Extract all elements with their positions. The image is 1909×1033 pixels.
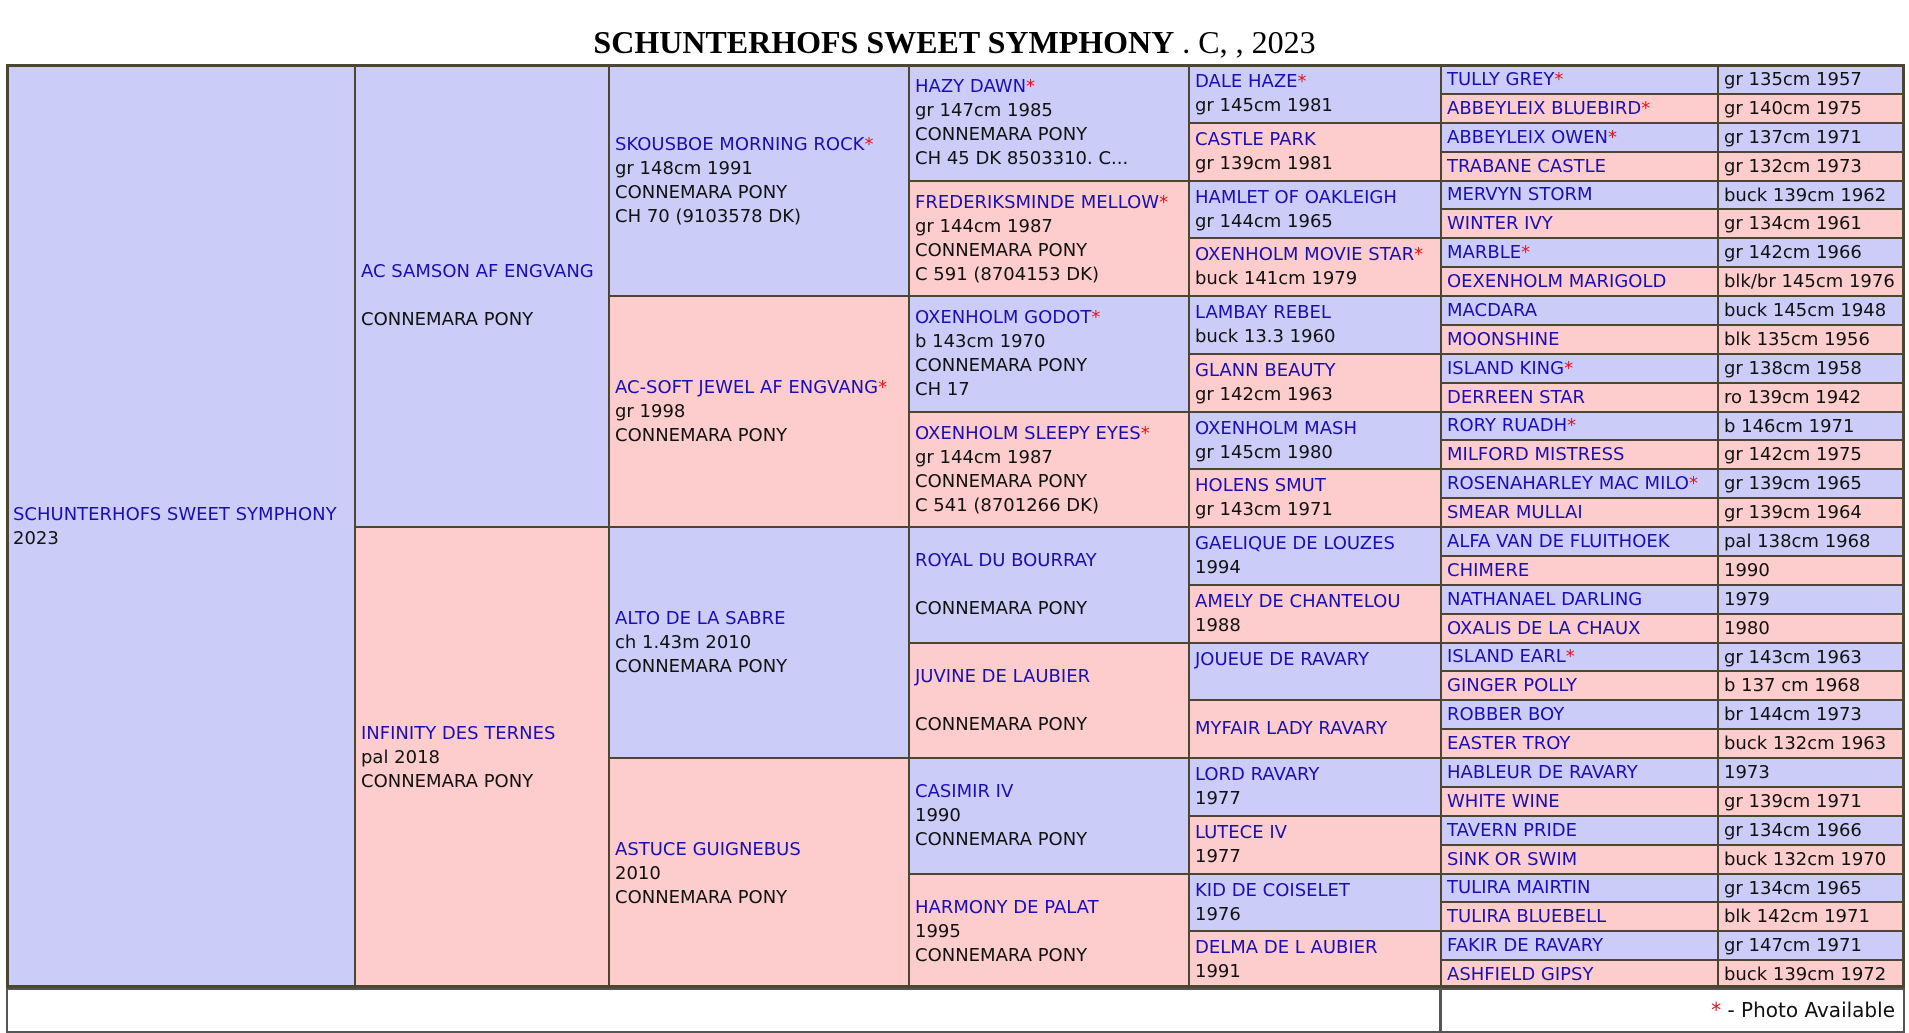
pedigree-cell bbox=[1440, 208, 1719, 239]
pedigree-cell bbox=[354, 526, 610, 990]
horse-detail: gr 143cm 1971 bbox=[1195, 499, 1333, 520]
horse-name-link[interactable]: CHIMERE bbox=[1447, 559, 1530, 581]
horse-info: gr 137cm 1971 bbox=[1717, 122, 1905, 153]
horse-info: ro 139cm 1942 bbox=[1717, 382, 1905, 413]
horse-detail: CH 70 (9103578 DK) bbox=[615, 205, 802, 227]
horse-name-link[interactable]: MACDARA bbox=[1447, 299, 1538, 321]
horse-name-link[interactable]: ALFA VAN DE FLUITHOEK bbox=[1447, 530, 1670, 552]
horse-name-link[interactable]: CASIMIR IV bbox=[915, 781, 1014, 802]
horse-name-link[interactable]: MOONSHINE bbox=[1447, 328, 1560, 350]
pedigree-cell bbox=[908, 873, 1190, 990]
pedigree-cell bbox=[1188, 526, 1442, 586]
horse-name-line bbox=[1195, 590, 1435, 614]
pedigree-cell bbox=[608, 64, 910, 297]
horse-name-link[interactable]: HABLEUR DE RAVARY bbox=[1447, 761, 1638, 783]
horse-name-line bbox=[1447, 329, 1712, 351]
horse-name-line bbox=[361, 722, 603, 746]
horse-info: buck 139cm 1972 bbox=[1717, 959, 1905, 990]
horse-info: gr 147cm 1971 bbox=[1717, 930, 1905, 961]
pedigree-cell bbox=[908, 64, 1190, 182]
photo-star[interactable]: * bbox=[1159, 191, 1169, 213]
photo-star[interactable]: * bbox=[1565, 646, 1575, 667]
pedigree-cell bbox=[1188, 757, 1442, 817]
horse-name-link[interactable]: OXALIS DE LA CHAUX bbox=[1447, 617, 1641, 639]
horse-name-link[interactable]: ASTUCE GUIGNEBUS bbox=[615, 838, 801, 860]
horse-name-line bbox=[1447, 156, 1712, 178]
horse-name-link[interactable]: HAZY DAWN bbox=[915, 76, 1027, 97]
horse-name-link[interactable]: LORD RAVARY bbox=[1195, 764, 1320, 785]
horse-name-line bbox=[1447, 531, 1712, 553]
horse-info: gr 142cm 1975 bbox=[1717, 439, 1905, 470]
pedigree-cell bbox=[1188, 873, 1442, 932]
pedigree-cell bbox=[1440, 844, 1719, 875]
horse-detail: 1995 bbox=[915, 920, 961, 942]
horse-detail: CH 17 bbox=[915, 379, 970, 400]
horse-name-link[interactable]: ALTO DE LA SABRE bbox=[615, 607, 786, 629]
horse-detail: CH 45 DK 8503310. C... bbox=[915, 148, 1129, 169]
horse-detail: CONNEMARA PONY bbox=[915, 470, 1088, 492]
photo-star[interactable]: * bbox=[878, 376, 888, 398]
horse-name-link[interactable]: FREDERIKSMINDE MELLOW bbox=[915, 191, 1160, 213]
horse-info: gr 139cm 1964 bbox=[1717, 497, 1905, 528]
pedigree-cell bbox=[1440, 815, 1719, 846]
horse-name-link[interactable]: GINGER POLLY bbox=[1447, 674, 1577, 696]
horse-name-line bbox=[1447, 184, 1712, 206]
horse-detail: 2023 bbox=[13, 528, 59, 549]
horse-name-line bbox=[1447, 444, 1712, 466]
photo-legend bbox=[1440, 988, 1905, 1033]
horse-name-link[interactable]: INFINITY DES TERNES bbox=[361, 723, 556, 744]
photo-star[interactable]: * bbox=[864, 133, 874, 155]
horse-info: gr 139cm 1965 bbox=[1717, 468, 1905, 499]
pedigree-cell bbox=[1188, 411, 1442, 470]
photo-star[interactable]: * bbox=[1641, 97, 1651, 119]
horse-name-link[interactable]: ROYAL DU BOURRAY bbox=[915, 550, 1097, 571]
pedigree-cell bbox=[1440, 411, 1719, 441]
horse-detail: 1977 bbox=[1195, 788, 1241, 809]
horse-name-link[interactable]: GAELIQUE DE LOUZES bbox=[1195, 533, 1395, 554]
horse-name-line bbox=[615, 133, 903, 157]
horse-name-link[interactable]: ROSENAHARLEY MAC MILO bbox=[1447, 472, 1689, 494]
pedigree-cell bbox=[1440, 670, 1719, 701]
pedigree-cell bbox=[1440, 122, 1719, 153]
horse-name-line bbox=[1447, 213, 1712, 235]
pedigree-cell bbox=[1188, 584, 1442, 644]
horse-name-line bbox=[1447, 935, 1712, 957]
pedigree-cell bbox=[1188, 295, 1442, 355]
pedigree-cell bbox=[608, 526, 910, 759]
horse-detail: 1976 bbox=[1195, 903, 1241, 925]
horse-name-line bbox=[361, 260, 603, 284]
horse-name-line bbox=[1195, 821, 1435, 845]
horse-name-line bbox=[1195, 243, 1435, 267]
horse-detail: gr 148cm 1991 bbox=[615, 157, 753, 179]
horse-name-line bbox=[1447, 127, 1712, 149]
horse-detail bbox=[361, 284, 603, 308]
horse-name-link[interactable]: OXENHOLM GODOT bbox=[915, 307, 1092, 328]
pedigree-cell bbox=[1188, 122, 1442, 182]
horse-detail: CONNEMARA PONY bbox=[915, 944, 1088, 966]
horse-name-link[interactable]: HOLENS SMUT bbox=[1195, 475, 1326, 496]
pedigree-cell bbox=[1440, 353, 1719, 384]
pedigree-cell bbox=[1188, 468, 1442, 528]
pedigree-cell bbox=[1440, 901, 1719, 932]
pedigree-cell bbox=[1188, 930, 1442, 990]
horse-name-link[interactable]: AC SAMSON AF ENGVANG bbox=[361, 261, 594, 282]
horse-name-line bbox=[1447, 387, 1712, 409]
horse-detail: gr 142cm 1963 bbox=[1195, 384, 1333, 405]
horse-name-line bbox=[615, 607, 903, 631]
pedigree-cell bbox=[1188, 815, 1442, 875]
horse-detail: gr 144cm 1987 bbox=[915, 215, 1053, 237]
photo-star[interactable]: * bbox=[1026, 76, 1036, 97]
horse-detail: C 541 (8701266 DK) bbox=[915, 494, 1099, 516]
pedigree-cell bbox=[1440, 439, 1719, 470]
horse-name-link[interactable]: AC-SOFT JEWEL AF ENGVANG bbox=[615, 376, 879, 398]
horse-name-link[interactable]: KID DE COISELET bbox=[1195, 879, 1350, 901]
horse-info: buck 132cm 1963 bbox=[1717, 728, 1905, 759]
horse-detail: gr 144cm 1965 bbox=[1195, 210, 1333, 232]
horse-info: b 137 cm 1968 bbox=[1717, 670, 1905, 701]
horse-name-line bbox=[1447, 618, 1712, 640]
horse-detail: CONNEMARA PONY bbox=[915, 239, 1088, 261]
pedigree-cell bbox=[908, 295, 1190, 413]
horse-name-link[interactable]: ISLAND KING bbox=[1447, 357, 1565, 379]
horse-name-link[interactable]: TRABANE CASTLE bbox=[1447, 155, 1607, 177]
horse-info: gr 134cm 1961 bbox=[1717, 208, 1905, 239]
horse-name-line bbox=[1447, 820, 1712, 842]
horse-name-line bbox=[1447, 877, 1712, 899]
horse-name-link[interactable]: ABBEYLEIX OWEN bbox=[1447, 126, 1608, 148]
horse-name-link[interactable]: WHITE WINE bbox=[1447, 790, 1560, 812]
horse-detail: C 591 (8704153 DK) bbox=[915, 263, 1099, 285]
title-name: SCHUNTERHOFS SWEET SYMPHONY bbox=[593, 24, 1175, 60]
horse-info: blk 142cm 1971 bbox=[1717, 901, 1905, 932]
horse-name-line bbox=[915, 75, 1183, 99]
horse-name-line bbox=[1447, 906, 1712, 928]
horse-name-line bbox=[1447, 560, 1712, 582]
horse-name-link[interactable]: TULIRA BLUEBELL bbox=[1447, 905, 1607, 927]
horse-detail: CONNEMARA PONY bbox=[915, 124, 1088, 145]
horse-name-line bbox=[1447, 589, 1712, 611]
horse-detail: gr 144cm 1987 bbox=[915, 446, 1053, 468]
pedigree-cell bbox=[1440, 613, 1719, 644]
pedigree-cell bbox=[1440, 468, 1719, 499]
pedigree-cell bbox=[354, 64, 610, 528]
horse-detail: CONNEMARA PONY bbox=[615, 655, 788, 677]
horse-name-line bbox=[1447, 358, 1712, 380]
horse-name-line bbox=[1447, 242, 1712, 264]
pedigree-cell bbox=[1188, 699, 1442, 759]
horse-detail: 1994 bbox=[1195, 557, 1241, 578]
horse-name-link[interactable]: LUTECE IV bbox=[1195, 822, 1287, 843]
horse-name-line bbox=[1195, 879, 1435, 903]
pedigree-cell bbox=[1440, 526, 1719, 557]
pedigree-cell bbox=[1440, 151, 1719, 182]
horse-name-line bbox=[915, 665, 1183, 689]
horse-name-link[interactable]: CASTLE PARK bbox=[1195, 129, 1316, 150]
horse-name-line bbox=[1447, 675, 1712, 697]
horse-info: blk 135cm 1956 bbox=[1717, 324, 1905, 355]
pedigree-cell bbox=[1440, 237, 1719, 268]
horse-name-line bbox=[1195, 417, 1435, 441]
horse-name-line bbox=[13, 503, 349, 527]
horse-detail: CONNEMARA PONY bbox=[615, 424, 788, 446]
horse-name-line bbox=[1447, 69, 1712, 91]
horse-name-link[interactable]: RORY RUADH bbox=[1447, 415, 1568, 436]
horse-name-link[interactable]: ABBEYLEIX BLUEBIRD bbox=[1447, 97, 1642, 119]
horse-name-link[interactable]: MYFAIR LADY RAVARY bbox=[1195, 718, 1388, 739]
horse-name-line bbox=[915, 422, 1183, 446]
horse-name-line bbox=[1195, 70, 1435, 94]
horse-detail: gr 145cm 1981 bbox=[1195, 95, 1333, 116]
horse-name-line bbox=[1195, 763, 1435, 787]
horse-name-line bbox=[1447, 791, 1712, 813]
pedigree-cell bbox=[1440, 295, 1719, 326]
horse-detail: CONNEMARA PONY bbox=[361, 771, 534, 792]
photo-star[interactable]: * bbox=[1521, 241, 1531, 263]
title-details: . C, , 2023 bbox=[1182, 24, 1316, 60]
pedigree-cell bbox=[908, 642, 1190, 759]
pedigree-cell bbox=[1188, 353, 1442, 413]
pedigree-cell bbox=[1440, 959, 1719, 990]
horse-info: 1980 bbox=[1717, 613, 1905, 644]
horse-name-link[interactable]: ROBBER BOY bbox=[1447, 703, 1565, 725]
horse-name-link[interactable]: FAKIR DE RAVARY bbox=[1447, 934, 1604, 956]
pedigree-cell bbox=[908, 180, 1190, 297]
horse-name-link[interactable]: DERREEN STAR bbox=[1447, 386, 1586, 408]
pedigree-cell bbox=[908, 411, 1190, 528]
horse-name-line bbox=[915, 896, 1183, 920]
horse-name-line bbox=[1195, 128, 1435, 152]
horse-detail: CONNEMARA PONY bbox=[915, 713, 1088, 735]
horse-name-link[interactable]: OXENHOLM MASH bbox=[1195, 417, 1357, 439]
horse-detail: gr 139cm 1981 bbox=[1195, 153, 1333, 174]
horse-name-line bbox=[1195, 474, 1435, 498]
horse-name-link[interactable]: NATHANAEL DARLING bbox=[1447, 588, 1643, 610]
pedigree-cell bbox=[908, 757, 1190, 875]
horse-name-line bbox=[1447, 646, 1712, 668]
horse-detail: gr 1998 bbox=[615, 400, 686, 422]
pedigree-cell bbox=[1440, 64, 1719, 95]
photo-star[interactable]: * bbox=[1414, 244, 1424, 265]
horse-name-line bbox=[1447, 98, 1712, 120]
horse-info: 1979 bbox=[1717, 584, 1905, 615]
horse-name-line bbox=[1195, 648, 1435, 672]
horse-name-line bbox=[915, 780, 1183, 804]
horse-name-link[interactable]: DELMA DE L AUBIER bbox=[1195, 937, 1378, 958]
horse-name-line bbox=[1447, 849, 1712, 871]
horse-detail: buck 141cm 1979 bbox=[1195, 268, 1358, 289]
photo-star[interactable]: * bbox=[1297, 71, 1307, 92]
pedigree-cell bbox=[1440, 757, 1719, 788]
horse-name-line bbox=[615, 838, 903, 862]
horse-name-line bbox=[1195, 717, 1435, 741]
photo-star[interactable]: * bbox=[1688, 472, 1698, 494]
pedigree-cell bbox=[1188, 237, 1442, 297]
horse-info: gr 134cm 1966 bbox=[1717, 815, 1905, 846]
pedigree-cell bbox=[1440, 93, 1719, 124]
horse-detail: b 143cm 1970 bbox=[915, 331, 1046, 352]
horse-name-line bbox=[1447, 964, 1712, 986]
horse-name-link[interactable]: ISLAND EARL bbox=[1447, 646, 1566, 667]
pedigree-cell bbox=[1188, 180, 1442, 239]
horse-name-line bbox=[1447, 473, 1712, 495]
pedigree-cell bbox=[6, 64, 356, 990]
horse-name-line bbox=[1195, 936, 1435, 960]
horse-name-link[interactable]: DALE HAZE bbox=[1195, 71, 1298, 92]
horse-name-line bbox=[1447, 733, 1712, 755]
horse-info: 1990 bbox=[1717, 555, 1905, 586]
horse-name-link[interactable]: SINK OR SWIM bbox=[1447, 848, 1578, 870]
horse-detail: gr 147cm 1985 bbox=[915, 100, 1053, 121]
horse-info: blk/br 145cm 1976 bbox=[1717, 266, 1905, 297]
horse-detail: ch 1.43m 2010 bbox=[615, 631, 752, 653]
horse-detail: CONNEMARA PONY bbox=[915, 598, 1088, 619]
horse-detail: CONNEMARA PONY bbox=[915, 829, 1088, 850]
horse-name-line bbox=[1447, 300, 1712, 322]
horse-info: pal 138cm 1968 bbox=[1717, 526, 1905, 557]
horse-name-line bbox=[615, 376, 903, 400]
horse-name-link[interactable]: AMELY DE CHANTELOU bbox=[1195, 591, 1401, 612]
photo-star[interactable]: * bbox=[1140, 422, 1150, 444]
horse-info: gr 142cm 1966 bbox=[1717, 237, 1905, 268]
horse-name-link[interactable]: OXENHOLM SLEEPY EYES bbox=[915, 422, 1141, 444]
horse-name-link[interactable]: HAMLET OF OAKLEIGH bbox=[1195, 186, 1397, 208]
horse-detail: 1977 bbox=[1195, 846, 1241, 867]
horse-detail: 1988 bbox=[1195, 615, 1241, 636]
horse-info: gr 134cm 1965 bbox=[1717, 873, 1905, 903]
horse-info: 1973 bbox=[1717, 757, 1905, 788]
horse-detail: gr 145cm 1980 bbox=[1195, 441, 1333, 463]
pedigree-cell bbox=[1440, 382, 1719, 413]
horse-name-line bbox=[1195, 186, 1435, 210]
horse-detail: CONNEMARA PONY bbox=[615, 886, 788, 908]
pedigree-cell bbox=[1188, 642, 1442, 701]
pedigree-cell bbox=[1440, 584, 1719, 615]
horse-detail: buck 13.3 1960 bbox=[1195, 326, 1336, 347]
photo-star[interactable]: * bbox=[1091, 307, 1101, 328]
horse-name-link[interactable]: JUVINE DE LAUBIER bbox=[915, 665, 1091, 687]
horse-name-link[interactable]: ASHFIELD GIPSY bbox=[1447, 963, 1594, 985]
legend-star: * bbox=[1711, 998, 1722, 1022]
horse-name-link[interactable]: SCHUNTERHOFS SWEET SYMPHONY bbox=[13, 504, 337, 525]
horse-detail bbox=[915, 573, 1183, 597]
horse-detail: pal 2018 bbox=[361, 747, 440, 768]
horse-name-link[interactable]: JOUEUE DE RAVARY bbox=[1195, 648, 1370, 670]
horse-name-line bbox=[1447, 415, 1712, 437]
horse-name-line bbox=[1447, 502, 1712, 524]
horse-name-link[interactable]: OEXENHOLM MARIGOLD bbox=[1447, 270, 1667, 292]
horse-name-line bbox=[915, 191, 1183, 215]
horse-info: buck 139cm 1962 bbox=[1717, 180, 1905, 210]
horse-name-link[interactable]: MARBLE bbox=[1447, 241, 1522, 263]
horse-info: br 144cm 1973 bbox=[1717, 699, 1905, 730]
footer-blank bbox=[6, 988, 1441, 1033]
photo-star[interactable]: * bbox=[1567, 415, 1577, 436]
photo-star[interactable]: * bbox=[1564, 357, 1574, 379]
horse-info: gr 132cm 1973 bbox=[1717, 151, 1905, 182]
horse-name-link[interactable]: EASTER TROY bbox=[1447, 732, 1571, 754]
horse-name-line bbox=[1195, 359, 1435, 383]
horse-info: gr 135cm 1957 bbox=[1717, 64, 1905, 95]
horse-info: gr 140cm 1975 bbox=[1717, 93, 1905, 124]
horse-name-link[interactable]: LAMBAY REBEL bbox=[1195, 302, 1331, 323]
pedigree-cell bbox=[1440, 642, 1719, 672]
horse-info: gr 138cm 1958 bbox=[1717, 353, 1905, 384]
horse-name-link[interactable]: MERVYN STORM bbox=[1447, 184, 1593, 205]
pedigree-cell bbox=[1440, 497, 1719, 528]
pedigree-cell bbox=[1440, 555, 1719, 586]
horse-info: buck 145cm 1948 bbox=[1717, 295, 1905, 326]
horse-detail bbox=[915, 689, 1183, 713]
horse-name-line bbox=[1447, 271, 1712, 293]
horse-name-link[interactable]: SKOUSBOE MORNING ROCK bbox=[615, 133, 865, 155]
horse-name-line bbox=[915, 549, 1183, 573]
pedigree-cell bbox=[1188, 64, 1442, 124]
pedigree-cell bbox=[608, 295, 910, 528]
horse-name-link[interactable]: SMEAR MULLAI bbox=[1447, 501, 1583, 523]
pedigree-cell bbox=[1440, 786, 1719, 817]
horse-detail: CONNEMARA PONY bbox=[361, 309, 534, 330]
pedigree-cell bbox=[1440, 266, 1719, 297]
horse-name-link[interactable]: OXENHOLM MOVIE STAR bbox=[1195, 244, 1415, 265]
horse-name-line bbox=[1447, 704, 1712, 726]
horse-name-link[interactable]: TULIRA MAIRTIN bbox=[1447, 877, 1591, 898]
horse-detail bbox=[1195, 672, 1435, 696]
horse-info: gr 139cm 1971 bbox=[1717, 786, 1905, 817]
pedigree-cell bbox=[1440, 180, 1719, 210]
pedigree-cell bbox=[1440, 699, 1719, 730]
pedigree-cell bbox=[908, 526, 1190, 644]
horse-info: b 146cm 1971 bbox=[1717, 411, 1905, 441]
horse-name-line bbox=[1195, 301, 1435, 325]
horse-detail: CONNEMARA PONY bbox=[915, 355, 1088, 376]
photo-star[interactable]: * bbox=[1607, 126, 1617, 148]
pedigree-cell bbox=[1440, 728, 1719, 759]
horse-name-line bbox=[1195, 532, 1435, 556]
pedigree-cell bbox=[1440, 324, 1719, 355]
horse-detail: 1991 bbox=[1195, 961, 1241, 982]
horse-name-link[interactable]: WINTER IVY bbox=[1447, 212, 1553, 234]
horse-detail: 1990 bbox=[915, 805, 961, 826]
horse-name-line bbox=[915, 306, 1183, 330]
horse-name-link[interactable]: TAVERN PRIDE bbox=[1447, 819, 1578, 841]
pedigree-cell bbox=[1440, 930, 1719, 961]
horse-name-link[interactable]: HARMONY DE PALAT bbox=[915, 896, 1099, 918]
horse-name-link[interactable]: TULLY GREY bbox=[1447, 68, 1555, 90]
horse-info: buck 132cm 1970 bbox=[1717, 844, 1905, 875]
photo-star[interactable]: * bbox=[1554, 68, 1564, 90]
horse-detail: CONNEMARA PONY bbox=[615, 181, 788, 203]
legend-text: - Photo Available bbox=[1721, 998, 1895, 1022]
horse-name-line bbox=[1447, 762, 1712, 784]
horse-name-link[interactable]: GLANN BEAUTY bbox=[1195, 360, 1336, 381]
pedigree-cell bbox=[608, 757, 910, 990]
horse-name-link[interactable]: MILFORD MISTRESS bbox=[1447, 443, 1625, 465]
horse-info: gr 143cm 1963 bbox=[1717, 642, 1905, 672]
horse-detail: 2010 bbox=[615, 862, 661, 884]
pedigree-cell bbox=[1440, 873, 1719, 903]
